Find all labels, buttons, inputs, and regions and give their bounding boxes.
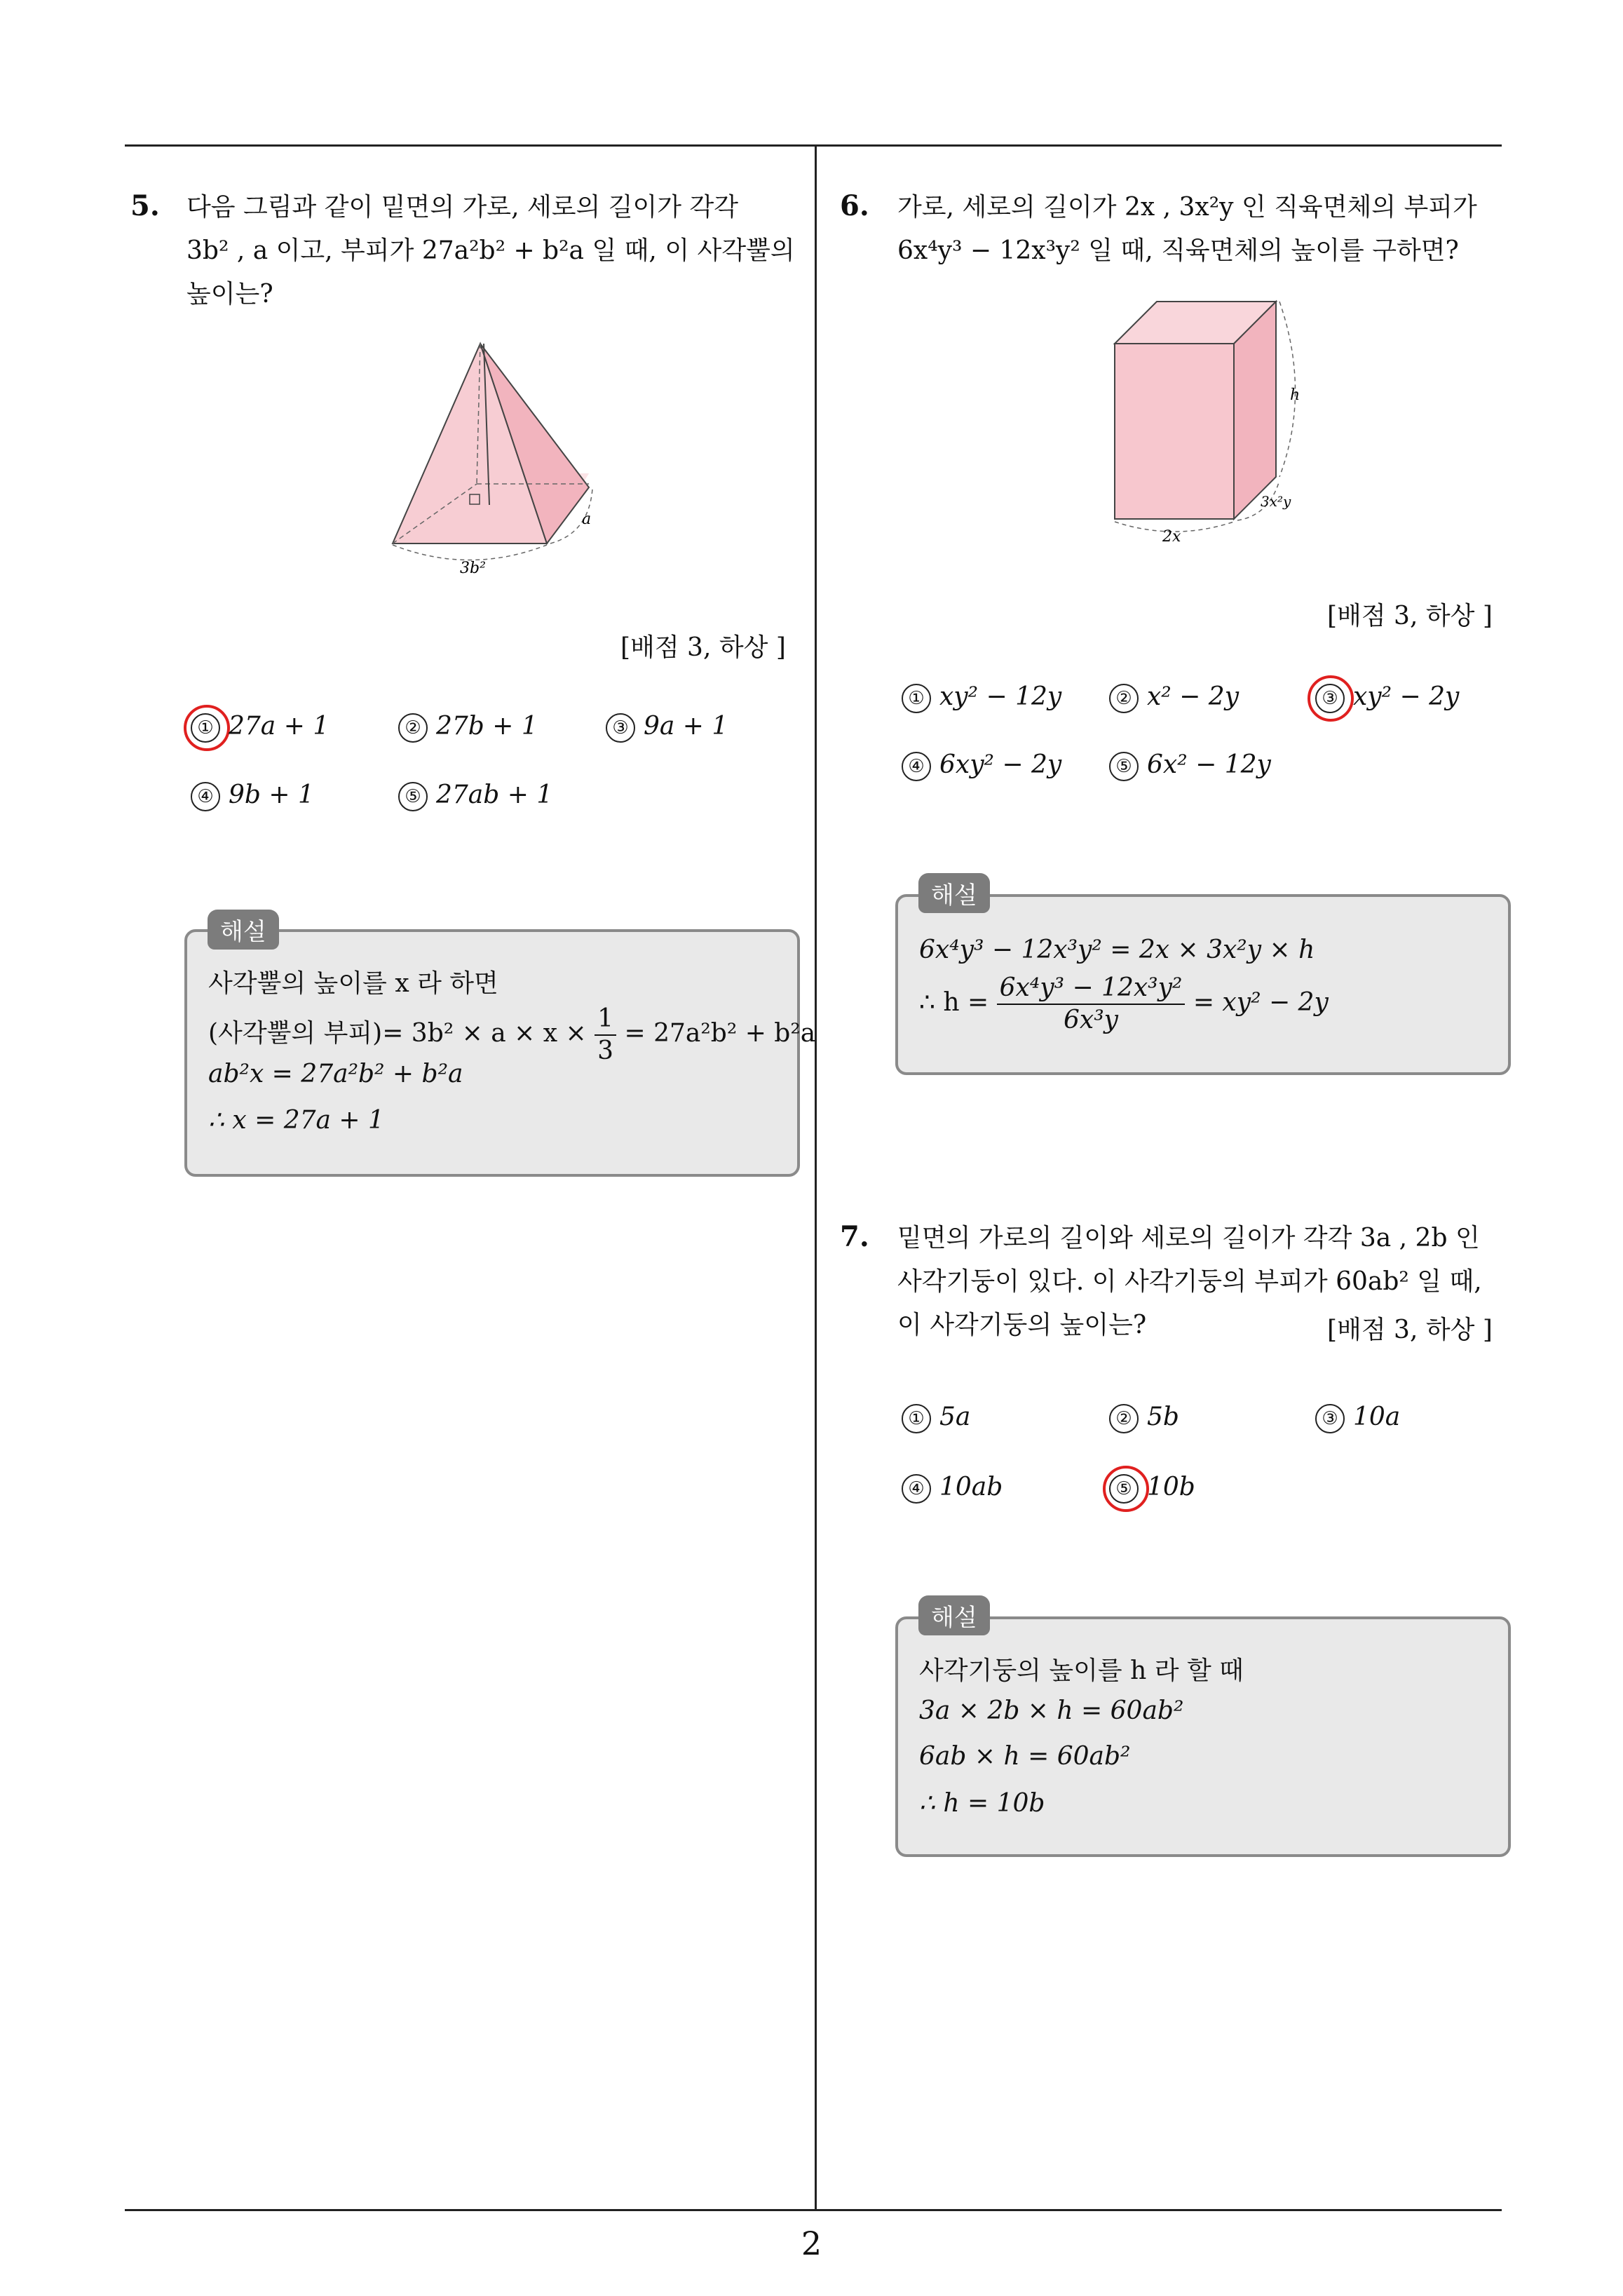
question-line: 사각기둥이 있다. 이 사각기둥의 부피가 60ab² 일 때, — [897, 1267, 1482, 1296]
height-label: h — [1290, 386, 1301, 404]
solution-line: 6ab × h = 60ab² — [919, 1742, 1131, 1771]
question-number: 5. — [130, 189, 160, 222]
solution-box — [184, 929, 816, 1177]
score-label: [배점 3, 하상 ] — [620, 633, 786, 662]
solution-line: 사각기둥의 높이를 h 라 할 때 — [919, 1656, 1244, 1685]
page-number: 2 — [801, 2224, 822, 2262]
solution-line: ∴ h = $\frac{\text{6x⁴y³ − 12x³y²}}{\text{6x³y}}$ = xy² − 2y — [919, 973, 1329, 1034]
solution-line: 3a × 2b × h = 60ab² — [919, 1696, 1184, 1725]
choice-number: ② — [1109, 684, 1139, 713]
pyramid-figure — [379, 333, 610, 586]
solution-line: (사각뿔의 부피)= 3b² × a × x × $\frac{1}{3}$ = 27a²b² + b²a — [208, 1004, 816, 1065]
question-line: 밑면의 가로의 길이와 세로의 길이가 각각 3a , 2b 인 — [897, 1224, 1480, 1252]
choice-number: ① — [191, 713, 220, 743]
cuboid-figure — [1101, 288, 1311, 554]
question-line: 3b² , a 이고, 부피가 27a²b² + b²a 일 때, 이 사각뿔의 — [186, 236, 795, 265]
solution-tab: 해설 — [208, 910, 279, 950]
question-number: 7. — [840, 1220, 869, 1253]
choice-2[interactable]: ② x² − 2y — [1109, 682, 1239, 713]
question-line: 높이는? — [186, 280, 273, 309]
choice-number: ⑤ — [1109, 1474, 1139, 1504]
choice-4[interactable]: ④ 9b + 1 — [191, 781, 314, 811]
choice-number: ① — [902, 684, 931, 713]
width-label: 2x — [1162, 528, 1181, 546]
choice-1[interactable]: ① 27a + 1 — [191, 712, 329, 743]
choice-5[interactable]: ⑤ 27ab + 1 — [398, 781, 552, 811]
choice-number: ④ — [902, 1474, 931, 1504]
solution-box — [895, 894, 1511, 1075]
solution-tab: 해설 — [918, 873, 990, 913]
question-line: 6x⁴y³ − 12x³y² 일 때, 직육면체의 높이를 구하면? — [897, 236, 1459, 265]
solution-line: ∴ x = 27a + 1 — [208, 1106, 384, 1135]
choice-number: ② — [398, 713, 428, 743]
base-width-label: 3b² — [460, 560, 486, 577]
question-line: 이 사각기둥의 높이는? — [897, 1311, 1147, 1339]
choice-number: ④ — [902, 752, 931, 781]
score-label: [배점 3, 하상 ] — [1327, 1316, 1493, 1344]
choice-4[interactable]: ④ 10ab — [902, 1473, 1003, 1504]
choice-5[interactable]: ⑤ 10b — [1109, 1473, 1195, 1504]
choice-3[interactable]: ③ 9a + 1 — [606, 712, 728, 743]
choice-1[interactable]: ① 5a — [902, 1403, 970, 1433]
solution-line: 사각뿔의 높이를 x 라 하면 — [208, 969, 498, 998]
question-number: 6. — [840, 189, 869, 222]
solution-line: ab²x = 27a²b² + b²a — [208, 1060, 463, 1088]
choice-number: ① — [902, 1404, 931, 1433]
choice-number: ③ — [606, 713, 635, 743]
score-label: [배점 3, 하상 ] — [1327, 602, 1493, 630]
choice-2[interactable]: ② 27b + 1 — [398, 712, 538, 743]
fraction: $\frac{1}{3}$ — [595, 1004, 616, 1067]
choice-number: ② — [1109, 1404, 1139, 1433]
solution-line: 6x⁴y³ − 12x³y² = 2x × 3x²y × h — [919, 936, 1315, 964]
bottom-rule — [125, 2209, 1502, 2211]
choice-number: ③ — [1315, 1404, 1345, 1433]
choice-number: ⑤ — [1109, 752, 1139, 781]
choice-number: ③ — [1315, 684, 1345, 713]
choice-4[interactable]: ④ 6xy² − 2y — [902, 750, 1061, 781]
base-depth-label: a — [582, 511, 592, 528]
question-line: 가로, 세로의 길이가 2x , 3x²y 인 직육면체의 부피가 — [897, 193, 1477, 222]
question-line: 다음 그림과 같이 밑면의 가로, 세로의 길이가 각각 — [186, 193, 739, 222]
choice-3[interactable]: ③ 10a — [1315, 1403, 1400, 1433]
solution-tab: 해설 — [918, 1595, 990, 1635]
choice-5[interactable]: ⑤ 6x² − 12y — [1109, 750, 1271, 781]
depth-label: 3x²y — [1261, 493, 1291, 510]
choice-1[interactable]: ① xy² − 12y — [902, 682, 1061, 713]
choice-number: ④ — [191, 782, 220, 811]
choice-2[interactable]: ② 5b — [1109, 1403, 1179, 1433]
solution-line: ∴ h = 10b — [919, 1789, 1045, 1818]
fraction: $\frac{\text{6x⁴y³ − 12x³y²}}{\text{6x³y}}$ — [997, 973, 1186, 1036]
column-divider — [815, 146, 817, 2209]
top-rule — [125, 144, 1502, 147]
solution-box — [895, 1616, 1511, 1857]
choice-3[interactable]: ③ xy² − 2y — [1315, 682, 1459, 713]
choice-number: ⑤ — [398, 782, 428, 811]
